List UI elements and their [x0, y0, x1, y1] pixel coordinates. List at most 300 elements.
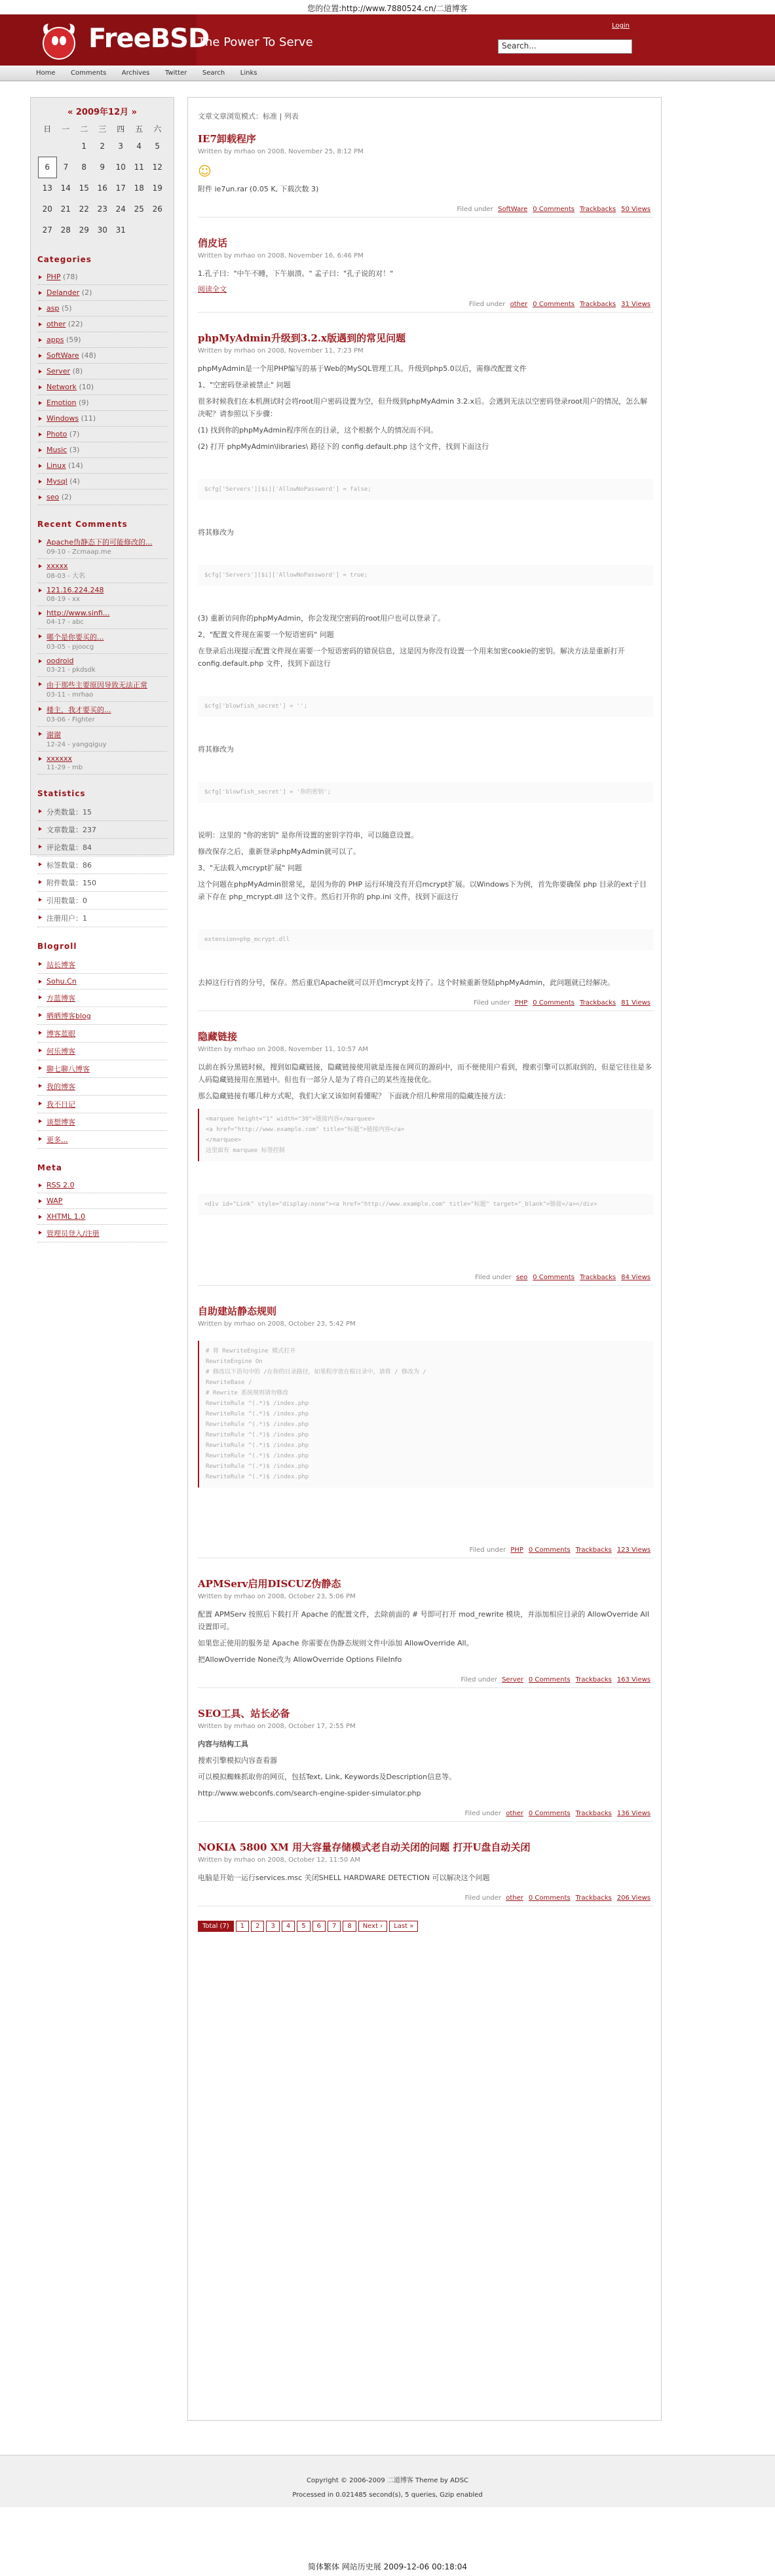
calendar-day[interactable]: 12: [152, 163, 162, 172]
post-paragraph: extension=php_mcrypt.dll: [198, 929, 653, 950]
blogroll-link[interactable]: 我的博客: [47, 1083, 75, 1091]
post-paragraph: 修改保存之后，重新登录phpMyAdmin就可以了。: [198, 847, 360, 856]
code-line: </marquee>: [206, 1137, 242, 1144]
post-views-link[interactable]: 163 Views: [616, 1676, 651, 1683]
code-line: <a href="http://www.example.com" title="标题">链接内容</a>: [206, 1126, 405, 1133]
calendar-weekday: 日: [43, 124, 52, 134]
post-byline: Written by mrhao on 2008, October 23, 5:06 PM: [198, 1593, 356, 1600]
post-footer: [198, 199, 653, 217]
pagination: [198, 1921, 653, 1932]
code-block: <div id="Link" style="display:none"><a href="http://www.example.com" title="标题" target="_blank">链接</a></div>: [198, 1194, 653, 1215]
post-byline: Written by mrhao on 2008, November 25, 8:12 PM: [198, 148, 364, 155]
post-paragraph: 可以模拟蜘蛛抓取你的网页，包括Text, Link, Keywords及Description信息等。: [198, 1773, 457, 1781]
recent-comment-meta: 03-06 - Fighter: [47, 716, 95, 723]
calendar-day[interactable]: 23: [97, 204, 107, 214]
filed-under-label: Filed under: [468, 301, 508, 308]
site-footer: [0, 2455, 775, 2507]
code-line: RewriteRule ^(.*)$ /index.php: [206, 1442, 309, 1449]
post-views-link[interactable]: 50 Views: [621, 206, 651, 213]
recent-comments-list: [37, 534, 167, 775]
nav-comments[interactable]: Comments: [71, 69, 107, 77]
post-paragraph: 2、"配置文件现在需要一个短语密码" 问题: [198, 630, 334, 639]
post-paragraph: 去掉这行行首的分号，保存。然后重启Apache就可以开启mcrypt支持了。这个时候重新登陆phpMyAdmin，此问题就已经解决。: [198, 978, 615, 987]
recent-comment: [37, 606, 167, 629]
calendar-day[interactable]: 3: [118, 142, 124, 151]
blogroll-item: [37, 1096, 167, 1113]
post-list: [198, 132, 653, 1906]
post-paragraph: 将其修改为: [198, 528, 234, 537]
page-link[interactable]: 7: [328, 1921, 341, 1932]
post-paragraph: $cfg['blowfish_secret'] = '';: [198, 696, 653, 717]
post-paragraph: 配置 APMServ 按照后下载打开 Apache 的配置文件，去除前面的 # 号即可打开 mod_rewrite 模块，并添加相应目录的 AllowOverride All 设置即可。: [198, 1610, 649, 1631]
filed-under-label: Filed under: [457, 206, 496, 213]
calendar-day[interactable]: 13: [42, 183, 52, 193]
calendar-day[interactable]: 5: [155, 142, 161, 151]
category-link[interactable]: Photo: [47, 430, 67, 438]
blogroll-link[interactable]: 我不日记: [47, 1100, 75, 1109]
post-category-link[interactable]: PHP: [510, 1547, 523, 1554]
post-paragraph: 将其修改为: [198, 745, 234, 754]
post-views-link[interactable]: 136 Views: [616, 1810, 651, 1817]
category-count: (78): [63, 273, 78, 281]
code-line: RewriteBase /: [206, 1379, 252, 1386]
post-subheading: 内容与结构工具: [198, 1740, 248, 1748]
blogroll-list: [37, 956, 167, 1149]
category-item: [37, 317, 167, 332]
code-block: [198, 1341, 653, 1488]
post-category-link[interactable]: PHP: [514, 999, 528, 1007]
post-title[interactable]: 隐藏链接: [198, 1031, 238, 1043]
blogroll-item: [37, 1025, 167, 1043]
post-views-link[interactable]: 81 Views: [621, 999, 651, 1007]
category-item: [37, 490, 167, 505]
stat-item: 引用数量：0: [37, 892, 167, 910]
post-paragraph: 附件 ie7un.rar (0.05 K, 下载次数 3): [198, 185, 319, 193]
page-link[interactable]: 6: [312, 1921, 326, 1932]
blogroll-link[interactable]: 站长博客: [47, 961, 75, 969]
category-link[interactable]: Windows: [47, 414, 79, 423]
site-logo[interactable]: FreeBSD: [88, 24, 210, 54]
category-link[interactable]: Delander: [47, 288, 80, 297]
browser-title: 您的位置:http://www.7880524.cn/二道博客: [0, 0, 775, 14]
post-paragraph: $cfg['blowfish_secret'] = '你的密钥';: [198, 782, 653, 803]
meta-item: [37, 1209, 167, 1225]
recent-comment-meta: 11-29 - mb: [47, 764, 83, 771]
post-trackbacks-link[interactable]: Trackbacks: [575, 1810, 612, 1817]
filed-under-label: Filed under: [473, 999, 512, 1007]
post-byline: Written by mrhao on 2008, October 17, 2:55 PM: [198, 1723, 356, 1730]
nav-home[interactable]: Home: [36, 69, 56, 77]
recent-comment: [37, 534, 167, 559]
stat-item: 注册用户：1: [37, 910, 167, 927]
recent-comment: [37, 654, 167, 677]
category-count: (48): [81, 351, 96, 360]
calendar-day[interactable]: 28: [60, 225, 71, 235]
page-link[interactable]: 2: [251, 1921, 264, 1932]
recent-comment-link[interactable]: Apache伪静态下的可能修改的...: [47, 538, 153, 547]
freebsd-daemon-icon: [38, 21, 80, 62]
post-paragraph: http://www.webconfs.com/search-engine-spider-simulator.php: [198, 1789, 421, 1797]
recent-comment-link[interactable]: 楼主，我才要买的...: [47, 706, 111, 714]
nav-archives[interactable]: Archives: [121, 69, 150, 77]
category-item: [37, 458, 167, 474]
category-item: [37, 379, 167, 395]
read-more-link[interactable]: 阅读全文: [198, 285, 227, 294]
blogroll-heading: Blogroll: [37, 942, 77, 951]
recent-comment-link[interactable]: 谢谢: [47, 731, 61, 739]
post-category-link[interactable]: SoftWare: [498, 206, 528, 213]
recent-comment: [37, 702, 167, 727]
blogroll-item: [37, 1131, 167, 1149]
recent-comment-meta: 03-11 - mrhao: [47, 691, 94, 699]
post-trackbacks-link[interactable]: Trackbacks: [580, 206, 616, 213]
post-paragraph: 那么隐藏链接有哪几种方式呢，我们大家又该如何看懂呢？ 下面就介绍几种常用的隐藏连接方法：: [198, 1092, 510, 1100]
category-count: (2): [61, 493, 72, 501]
category-link[interactable]: PHP: [47, 273, 61, 281]
status-bar: 简体繁体 网站历史展 2009-12-06 00:18:04: [307, 2562, 468, 2571]
page-link: Total (7): [198, 1921, 234, 1932]
calendar-weekday: 五: [135, 124, 143, 134]
recent-comment-meta: 03-21 - pkdsdk: [47, 666, 96, 674]
calendar-day[interactable]: 4: [136, 142, 142, 151]
code-line: RewriteRule ^(.*)$ /index.php: [206, 1474, 309, 1480]
post-byline: Written by mrhao on 2008, November 11, 7:23 PM: [198, 347, 364, 355]
post-byline: Written by mrhao on 2008, October 23, 5:42 PM: [198, 1320, 356, 1328]
category-link[interactable]: Network: [47, 383, 77, 391]
page-link[interactable]: 4: [282, 1921, 295, 1932]
post-title[interactable]: APMServ启用DISCUZ伪静态: [198, 1578, 341, 1590]
post-category-link[interactable]: other: [506, 1894, 523, 1902]
calendar-day: [38, 136, 56, 157]
meta-link[interactable]: RSS 2.0: [47, 1181, 75, 1189]
code-line: RewriteRule ^(.*)$ /index.php: [206, 1400, 309, 1407]
meta-link[interactable]: XHTML 1.0: [47, 1212, 86, 1221]
post-views-link[interactable]: 123 Views: [616, 1547, 651, 1554]
post-comments-link[interactable]: 0 Comments: [528, 1894, 571, 1902]
category-item: [37, 364, 167, 379]
category-count: (2): [81, 288, 92, 297]
statistics-heading: Statistics: [37, 789, 86, 798]
calendar-day[interactable]: 11: [134, 163, 144, 172]
category-item: [37, 411, 167, 427]
recent-comment: [37, 752, 167, 775]
post-title[interactable]: 自助建站静态规则: [198, 1305, 277, 1317]
blogroll-link[interactable]: 更多...: [47, 1136, 68, 1144]
post-paragraph: 1、"空密码登录被禁止" 问题: [198, 381, 291, 389]
recent-comment: [37, 559, 167, 583]
nav-search[interactable]: Search: [202, 69, 225, 77]
recent-comment: [37, 727, 167, 752]
stat-item: 标签数量：86: [37, 856, 167, 874]
category-count: (4): [69, 477, 80, 486]
category-item: [37, 427, 167, 442]
post-paragraph: 很多时候我们在本机测试时会将root用户密码设置为空，但升级到phpMyAdmin 3.2.x后。会遇到无法以空密码登录root用户的情况，怎么解决呢？请参照以下步骤：: [198, 397, 648, 418]
category-link[interactable]: asp: [47, 304, 60, 313]
category-item: [37, 395, 167, 411]
category-link[interactable]: Mysql: [47, 477, 67, 486]
category-item: [37, 442, 167, 458]
stat-item: 附件数量：150: [37, 874, 167, 892]
post-trackbacks-link[interactable]: Trackbacks: [575, 1547, 612, 1554]
blogroll-item: [37, 956, 167, 974]
post-category-link[interactable]: seo: [516, 1274, 528, 1281]
page-link[interactable]: 3: [266, 1921, 279, 1932]
calendar-day[interactable]: 8: [81, 163, 87, 172]
recent-comment-link[interactable]: 哪个是你要买的...: [47, 633, 104, 642]
category-link[interactable]: Server: [47, 367, 71, 375]
post: [198, 1029, 653, 1286]
calendar-title[interactable]: « 2009年12月 »: [67, 107, 138, 117]
calendar: [38, 121, 167, 240]
calendar-day[interactable]: 24: [115, 204, 126, 214]
blogroll-link[interactable]: Sohu.Cn: [47, 977, 77, 986]
post-paragraph: 1.孔子曰："中午不睡，下午崩溃。" 孟子曰："孔子说的对！": [198, 269, 394, 278]
calendar-day[interactable]: 26: [152, 204, 162, 214]
calendar-day[interactable]: 30: [97, 225, 107, 235]
category-link[interactable]: SoftWare: [47, 351, 79, 360]
category-item: [37, 301, 167, 317]
category-count: (5): [61, 304, 72, 313]
category-count: (10): [79, 383, 94, 391]
blogroll-item: [37, 990, 167, 1007]
calendar-day[interactable]: 20: [42, 204, 52, 214]
category-item: [37, 474, 167, 490]
code-line: RewriteRule ^(.*)$ /index.php: [206, 1463, 309, 1470]
recent-comment-meta: 08-03 - 大名: [47, 573, 86, 580]
post-views-link[interactable]: 31 Views: [621, 301, 651, 308]
blogroll-item: [37, 1078, 167, 1096]
calendar-day: [130, 220, 148, 240]
calendar-weekday: 一: [62, 124, 70, 134]
calendar-day[interactable]: 27: [42, 225, 52, 235]
post-views-link[interactable]: 206 Views: [616, 1894, 651, 1902]
calendar-weekday: 三: [98, 124, 107, 134]
category-count: (11): [81, 414, 96, 423]
code-line: RewriteRule ^(.*)$ /index.php: [206, 1421, 309, 1428]
recent-comment-meta: 08-19 - xx: [47, 596, 80, 603]
post-comments-link[interactable]: 0 Comments: [533, 1274, 575, 1281]
post-byline: Written by mrhao on 2008, October 12, 11:50 AM: [198, 1856, 360, 1864]
calendar-day[interactable]: 15: [79, 183, 89, 193]
calendar-weekday: 二: [80, 124, 88, 134]
recent-comment-link[interactable]: oodroid: [47, 657, 74, 665]
post-trackbacks-link[interactable]: Trackbacks: [575, 1894, 612, 1902]
category-list: [37, 269, 167, 505]
calendar-day[interactable]: 17: [115, 183, 126, 193]
recent-comment-meta: 09-10 - Zcmaap.me: [47, 548, 111, 556]
code-line: 这里面有 marquee 标签控制: [206, 1147, 285, 1154]
calendar-day[interactable]: 14: [60, 183, 71, 193]
blogroll-link[interactable]: 方蓝博客: [47, 994, 75, 1003]
recent-comments-heading: Recent Comments: [37, 520, 128, 529]
post-trackbacks-link[interactable]: Trackbacks: [580, 999, 616, 1007]
page-link[interactable]: 1: [236, 1921, 249, 1932]
site-tagline: The Power To Serve: [198, 35, 313, 49]
stat-item: 分类数量：15: [37, 803, 167, 821]
post-trackbacks-link[interactable]: Trackbacks: [580, 301, 616, 308]
code-line: # Rewrite 系统规则请勿修改: [206, 1390, 289, 1396]
calendar-weekday: 四: [117, 124, 125, 134]
calendar-day[interactable]: 10: [115, 163, 126, 172]
blogroll-link[interactable]: 谈想博客: [47, 1118, 75, 1126]
post-comments-link[interactable]: 0 Comments: [533, 206, 575, 213]
meta-item: [37, 1193, 167, 1209]
blogroll-link[interactable]: 聊七聊八博客: [47, 1065, 90, 1073]
calendar-day[interactable]: 31: [115, 225, 126, 235]
footer-processed: Processed in 0.021485 second(s), 5 queries, Gzip enabled: [292, 2491, 483, 2499]
post-title[interactable]: SEO工具、站长必备: [198, 1708, 290, 1720]
recent-comment-link[interactable]: 由于那些主要原因导致无法正常: [47, 681, 147, 689]
meta-list: [37, 1178, 167, 1242]
category-link[interactable]: apps: [47, 336, 64, 344]
calendar-day[interactable]: 25: [134, 204, 144, 214]
post-category-link[interactable]: other: [506, 1810, 523, 1817]
view-mode-switch[interactable]: 文章文章浏览模式：标准 | 列表: [198, 112, 299, 121]
calendar-day: [148, 220, 166, 240]
calendar-day[interactable]: 18: [134, 183, 144, 193]
blogroll-item: [37, 1113, 167, 1131]
meta-link[interactable]: WAP: [47, 1197, 63, 1205]
sidebar: [30, 97, 174, 1238]
post-comments-link[interactable]: 0 Comments: [533, 999, 575, 1007]
stat-item: 文章数量：237: [37, 821, 167, 839]
post-byline: Written by mrhao on 2008, November 16, 6:46 PM: [198, 252, 364, 260]
meta-item: [37, 1178, 167, 1193]
category-count: (8): [72, 367, 83, 375]
category-link[interactable]: Linux: [47, 461, 66, 470]
login-link[interactable]: Login: [612, 22, 630, 29]
post-paragraph: 如果您正使用的服务是 Apache 你需要在伪静态规则文件中添加 AllowOverride All。: [198, 1639, 474, 1647]
category-link[interactable]: Music: [47, 446, 67, 454]
post-comments-link[interactable]: 0 Comments: [528, 1547, 571, 1554]
post-comments-link[interactable]: 0 Comments: [533, 301, 575, 308]
post-paragraph: 在登录后出现提示配置文件现在需要一个短语密码的错误信息，这是因为你没有设置一个用来加密cookie的密钥。解决方法是重新打开 config.default.php 文件，找到下面这行: [198, 647, 625, 668]
category-link[interactable]: seo: [47, 493, 60, 501]
post-footer: [198, 1267, 653, 1285]
recent-comment-link[interactable]: http://www.sinfi...: [47, 609, 110, 617]
recent-comment-meta: 04-17 - abc: [47, 619, 84, 626]
recent-comment-link[interactable]: xxxxx: [47, 562, 68, 570]
post-title[interactable]: 俏皮话: [198, 237, 228, 249]
post-footer: [198, 1540, 653, 1558]
post-footer: [198, 1670, 653, 1687]
category-count: (22): [67, 320, 83, 328]
category-count: (14): [68, 461, 83, 470]
main-nav: [0, 66, 775, 81]
category-count: (3): [69, 446, 80, 454]
post: [198, 132, 653, 218]
post-paragraph: $cfg['Servers'][$i]['AllowNoPassword'] = true;: [198, 565, 653, 586]
nav-twitter[interactable]: Twitter: [164, 69, 187, 77]
post-paragraph: (2) 打开 phpMyAdmin\libraries\ 路径下的 config.default.php 这个文件，找到下面这行: [198, 442, 489, 451]
post-trackbacks-link[interactable]: Trackbacks: [580, 1274, 616, 1281]
post-paragraph: 这个问题在phpMyAdmin很常见，是因为你的 PHP 运行环境没有开启mcrypt扩展。以Windows下为例，首先你要确保 php 目录的ext子目录下存在 php_mcrypt.dll 这个文件。然后打开你的 php.ini 文件，找到下面这行: [198, 880, 647, 901]
category-item: [37, 332, 167, 348]
code-line: RewriteRule ^(.*)$ /index.php: [206, 1411, 309, 1417]
post-title[interactable]: phpMyAdmin升级到3.2.x版遇到的常见问题: [198, 332, 406, 344]
recent-comment-meta: 03-05 - pjoocg: [47, 644, 94, 651]
calendar-day[interactable]: 29: [79, 225, 89, 235]
calendar-day: [56, 136, 75, 157]
calendar-day[interactable]: 7: [63, 163, 69, 172]
post-paragraph: (1) 找到你的phpMyAdmin程序所在的目录，这个根据个人的情况而不同。: [198, 426, 438, 434]
blogroll-item: [37, 1043, 167, 1060]
code-block: [198, 1109, 653, 1161]
meta-link[interactable]: 管理员登入/注册: [47, 1229, 100, 1238]
calendar-day[interactable]: 6: [38, 157, 56, 178]
category-link[interactable]: Emotion: [47, 398, 77, 407]
categories-heading: Categories: [37, 255, 92, 264]
blogroll-link[interactable]: 博客蓝眼: [47, 1029, 75, 1038]
post-category-link[interactable]: Server: [502, 1676, 523, 1683]
post-footer: [198, 993, 653, 1010]
meta-item: [37, 1225, 167, 1242]
page-link[interactable]: 8: [343, 1921, 356, 1932]
post-byline: Written by mrhao on 2008, November 11, 10:57 AM: [198, 1046, 368, 1053]
post-category-link[interactable]: other: [510, 301, 528, 308]
blogroll-item: [37, 1007, 167, 1025]
post-title[interactable]: IE7卸载程序: [198, 133, 256, 145]
search-input[interactable]: Search...: [498, 39, 632, 54]
calendar-day[interactable]: 2: [100, 142, 105, 151]
category-count: (59): [66, 336, 81, 344]
page-link[interactable]: Next ›: [358, 1921, 387, 1932]
post-comments-link[interactable]: 0 Comments: [528, 1810, 571, 1817]
calendar-day[interactable]: 19: [152, 183, 162, 193]
post-paragraph: 以前在拆分黑链时候，搜到如隐藏链接，隐藏链接使用就是连接在网页的源码中，而不便使用户看到，搜索引擎可以抓取到的，但是它往往是多人码隐藏链接用在黑链中。但也有一部分人是为了将自己的某些连接优化。: [198, 1063, 652, 1084]
post-paragraph: 搜索引擎模拟内容查看器: [198, 1756, 277, 1765]
code-line: # 将 RewriteEngine 模式打开: [206, 1348, 296, 1355]
recent-comment-link[interactable]: 121.16.224.248: [47, 586, 104, 594]
calendar-weekday: 六: [153, 124, 162, 134]
category-count: (7): [69, 430, 80, 438]
post-comments-link[interactable]: 0 Comments: [528, 1676, 571, 1683]
calendar-day[interactable]: 16: [97, 183, 107, 193]
post-paragraph: 3、"无法载入mcrypt扩展" 问题: [198, 864, 302, 872]
recent-comment: [37, 629, 167, 654]
calendar-day[interactable]: 21: [60, 204, 71, 214]
category-link[interactable]: other: [47, 320, 66, 328]
post-title[interactable]: NOKIA 5800 XM 用大容量存储模式老自动关闭的问题 打开U盘自动关闭: [198, 1841, 531, 1853]
footer-copyright: Copyright © 2006-2009 二道博客 Theme by ADSC: [306, 2477, 469, 2484]
category-count: (9): [78, 398, 89, 407]
filed-under-label: Filed under: [469, 1547, 508, 1554]
calendar-day[interactable]: 9: [100, 163, 105, 172]
page-link[interactable]: Last »: [389, 1921, 418, 1932]
blogroll-link[interactable]: 晒晒博客blog: [47, 1012, 91, 1020]
category-item: [37, 348, 167, 364]
filed-under-label: Filed under: [461, 1676, 500, 1683]
post-footer: [198, 1888, 653, 1906]
blogroll-link[interactable]: 何乐博客: [47, 1047, 75, 1056]
blogroll-item: [37, 1060, 167, 1078]
post-trackbacks-link[interactable]: Trackbacks: [575, 1676, 612, 1683]
stat-item: 评论数量：84: [37, 839, 167, 856]
nav-links[interactable]: Links: [240, 69, 257, 77]
recent-comment-meta: 12-24 - yangqiguy: [47, 741, 107, 748]
code-line: RewriteEngine On: [206, 1358, 263, 1365]
post-footer: [198, 1803, 653, 1821]
calendar-day[interactable]: 22: [79, 204, 89, 214]
recent-comment-link[interactable]: xxxxxx: [47, 754, 73, 763]
post-views-link[interactable]: 84 Views: [621, 1274, 651, 1281]
calendar-day[interactable]: 1: [81, 142, 87, 151]
site-header: [0, 14, 775, 66]
page-link[interactable]: 5: [297, 1921, 310, 1932]
meta-heading: Meta: [37, 1163, 62, 1172]
filed-under-label: Filed under: [475, 1274, 514, 1281]
post: [198, 1706, 653, 1822]
